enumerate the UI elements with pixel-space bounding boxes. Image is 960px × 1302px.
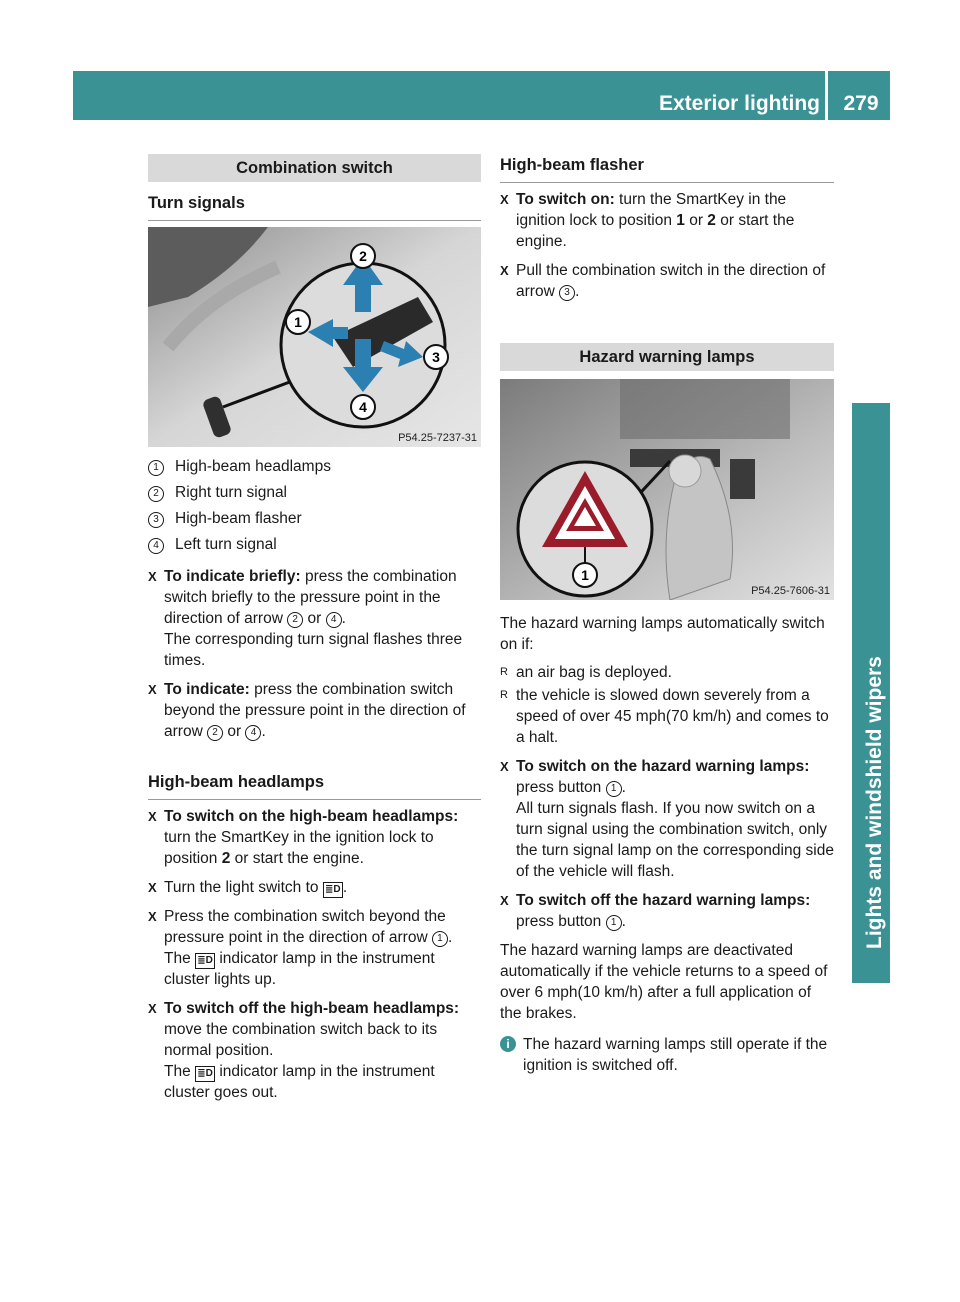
ignition-position: 2 <box>221 850 231 867</box>
legend-text: High-beam headlamps <box>175 458 331 475</box>
instruction-bold: To switch off the hazard warning lamps: <box>516 892 811 909</box>
high-beam-flasher-heading: High-beam flasher <box>500 155 834 183</box>
legend-number: 1 <box>148 460 164 476</box>
instruction-text: . <box>341 610 346 627</box>
instruction-note: The corresponding turn signal flashes three times. <box>164 631 463 669</box>
high-beam-instructions <box>148 806 481 1111</box>
instruction-bold: To switch on the high-beam headlamps: <box>164 808 459 825</box>
arrow-marker-icon: X <box>148 569 157 584</box>
instruction-text: move the combination switch back to its normal position. <box>164 1021 438 1059</box>
info-note <box>500 1034 834 1076</box>
arrow-marker-icon: X <box>148 909 157 924</box>
instruction-step <box>500 189 834 252</box>
arrow-marker-icon: X <box>500 263 509 278</box>
instruction-text: Pull the combination switch in the direction of arrow <box>516 262 826 300</box>
deactivated-text: The hazard warning lamps are deactivated automatically if the vehicle returns to a speed of over 6 mph(10 km/h) after a full application of the brakes. <box>500 942 828 1022</box>
instruction-bold: To switch on the hazard warning lamps: <box>516 758 810 775</box>
figure-legend <box>148 456 481 560</box>
instruction-text: press the combination switch briefly to the pressure point in the direction of arrow <box>164 568 457 627</box>
button-ref: 1 <box>606 781 622 797</box>
callout-3: 3 <box>432 349 440 365</box>
page-number: 279 <box>843 92 879 115</box>
bullet-text: the vehicle is slowed down severely from a speed of over 45 mph(70 km/h) and comes to a halt. <box>516 687 829 746</box>
ignition-position: 1 <box>676 212 685 229</box>
instruction-bold: To indicate briefly: <box>164 568 301 585</box>
section-title-hazard-warning-lamps: Hazard warning lamps <box>500 343 834 371</box>
instruction-step <box>500 756 834 882</box>
instruction-step <box>148 806 481 869</box>
legend-number: 2 <box>148 486 164 502</box>
legend-text: High-beam flasher <box>175 510 302 527</box>
instruction-step <box>148 906 481 990</box>
instruction-step <box>500 890 834 932</box>
instruction-text: or <box>303 610 326 627</box>
auto-intro: The hazard warning lamps automatically switch on if: <box>500 615 825 653</box>
legend-item <box>148 482 481 503</box>
arrow-ref: 2 <box>287 612 303 628</box>
legend-number: 3 <box>148 512 164 528</box>
instruction-bold: To indicate: <box>164 681 250 698</box>
instruction-step <box>148 998 481 1103</box>
high-beam-heading: High-beam headlamps <box>148 772 481 800</box>
arrow-marker-icon: X <box>148 809 157 824</box>
instruction-bold: To switch on: <box>516 191 615 208</box>
arrow-marker-icon: X <box>500 759 509 774</box>
bullet-icon: R <box>500 689 508 701</box>
page-header <box>73 71 890 120</box>
arrow-ref: 1 <box>432 931 448 947</box>
instruction-bold: To switch off the high-beam headlamps: <box>164 1000 460 1017</box>
arrow-marker-icon: X <box>148 1001 157 1016</box>
callout-2: 2 <box>359 248 367 264</box>
arrow-ref: 4 <box>245 725 261 741</box>
combination-switch-figure <box>148 227 481 447</box>
instruction-text: or start the engine. <box>516 212 795 250</box>
side-tab <box>852 403 890 983</box>
instruction-text: turn the SmartKey in the ignition lock to position <box>164 829 434 867</box>
turn-signals-heading: Turn signals <box>148 193 481 221</box>
figure-label: P54.25-7237-31 <box>398 432 477 444</box>
arrow-marker-icon: X <box>148 682 157 697</box>
header-divider <box>825 71 828 120</box>
callout-1: 1 <box>294 314 302 330</box>
arrow-marker-icon: X <box>500 893 509 908</box>
legend-item <box>148 534 481 555</box>
instruction-text: . <box>575 283 580 300</box>
instruction-note: indicator lamp in the instrument cluster goes out. <box>164 1063 435 1101</box>
arrow-marker-icon: X <box>500 192 509 207</box>
instruction-text: turn the SmartKey in the ignition lock to position <box>516 191 787 229</box>
bullet-text: an air bag is deployed. <box>516 664 672 681</box>
turn-signal-instructions <box>148 566 481 750</box>
legend-text: Right turn signal <box>175 484 288 501</box>
instruction-note: indicator lamp in the instrument cluster lights up. <box>164 950 435 988</box>
list-item <box>500 662 834 683</box>
arrow-ref: 4 <box>326 612 342 628</box>
bullet-icon: R <box>500 666 508 678</box>
ignition-position: 2 <box>707 212 716 229</box>
headlamp-symbol-icon: ≣D <box>323 882 343 898</box>
high-beam-lamp-icon: ≣D <box>195 953 215 969</box>
instruction-text: or start the engine. <box>230 850 364 867</box>
list-item <box>500 685 834 748</box>
hazard-body <box>500 613 834 1084</box>
legend-text: Left turn signal <box>175 536 277 553</box>
instruction-text: press button <box>516 913 606 930</box>
section-title-combination-switch: Combination switch <box>148 154 481 182</box>
callout-1: 1 <box>581 567 589 583</box>
high-beam-lamp-icon: ≣D <box>195 1066 215 1082</box>
arrow-ref: 2 <box>207 725 223 741</box>
instruction-text: press button <box>516 779 606 796</box>
instruction-step <box>500 260 834 302</box>
legend-item <box>148 456 481 477</box>
instruction-note: All turn signals flash. If you now switch on a turn signal using the combination switch, only the turn signal lamp on the corresponding side of the vehicle will flash. <box>516 800 834 880</box>
callout-4: 4 <box>359 399 367 415</box>
instruction-text: . <box>342 879 348 896</box>
instruction-note: The <box>164 950 196 967</box>
instruction-text: or <box>223 723 246 740</box>
instruction-text: or <box>684 212 708 229</box>
info-icon: i <box>500 1036 516 1052</box>
legend-number: 4 <box>148 538 164 554</box>
hazard-lamps-figure <box>500 379 834 600</box>
info-text: The hazard warning lamps still operate if the ignition is switched off. <box>523 1036 828 1074</box>
instruction-note: The <box>164 1063 196 1080</box>
instruction-step <box>148 877 481 898</box>
button-ref: 1 <box>606 915 622 931</box>
instruction-text: . <box>621 779 626 796</box>
hazard-switch-illustration <box>500 379 834 600</box>
instruction-text: . <box>261 723 266 740</box>
arrow-marker-icon: X <box>148 880 157 895</box>
legend-item <box>148 508 481 529</box>
flasher-instructions <box>500 189 834 310</box>
combination-switch-illustration <box>148 227 481 447</box>
instruction-text: Turn the light switch to <box>164 879 323 896</box>
side-tab-label: Lights and windshield wipers <box>863 656 886 949</box>
instruction-step <box>148 566 481 671</box>
instruction-text: . <box>447 929 453 946</box>
instruction-text: press the combination switch beyond the pressure point in the direction of arrow <box>164 681 466 740</box>
instruction-text: Press the combination switch beyond the pressure point in the direction of arrow <box>164 908 446 946</box>
figure-label: P54.25-7606-31 <box>751 585 830 597</box>
instruction-step <box>148 679 481 742</box>
arrow-ref: 3 <box>559 285 575 301</box>
instruction-text: . <box>621 913 626 930</box>
header-title: Exterior lighting <box>658 92 820 115</box>
